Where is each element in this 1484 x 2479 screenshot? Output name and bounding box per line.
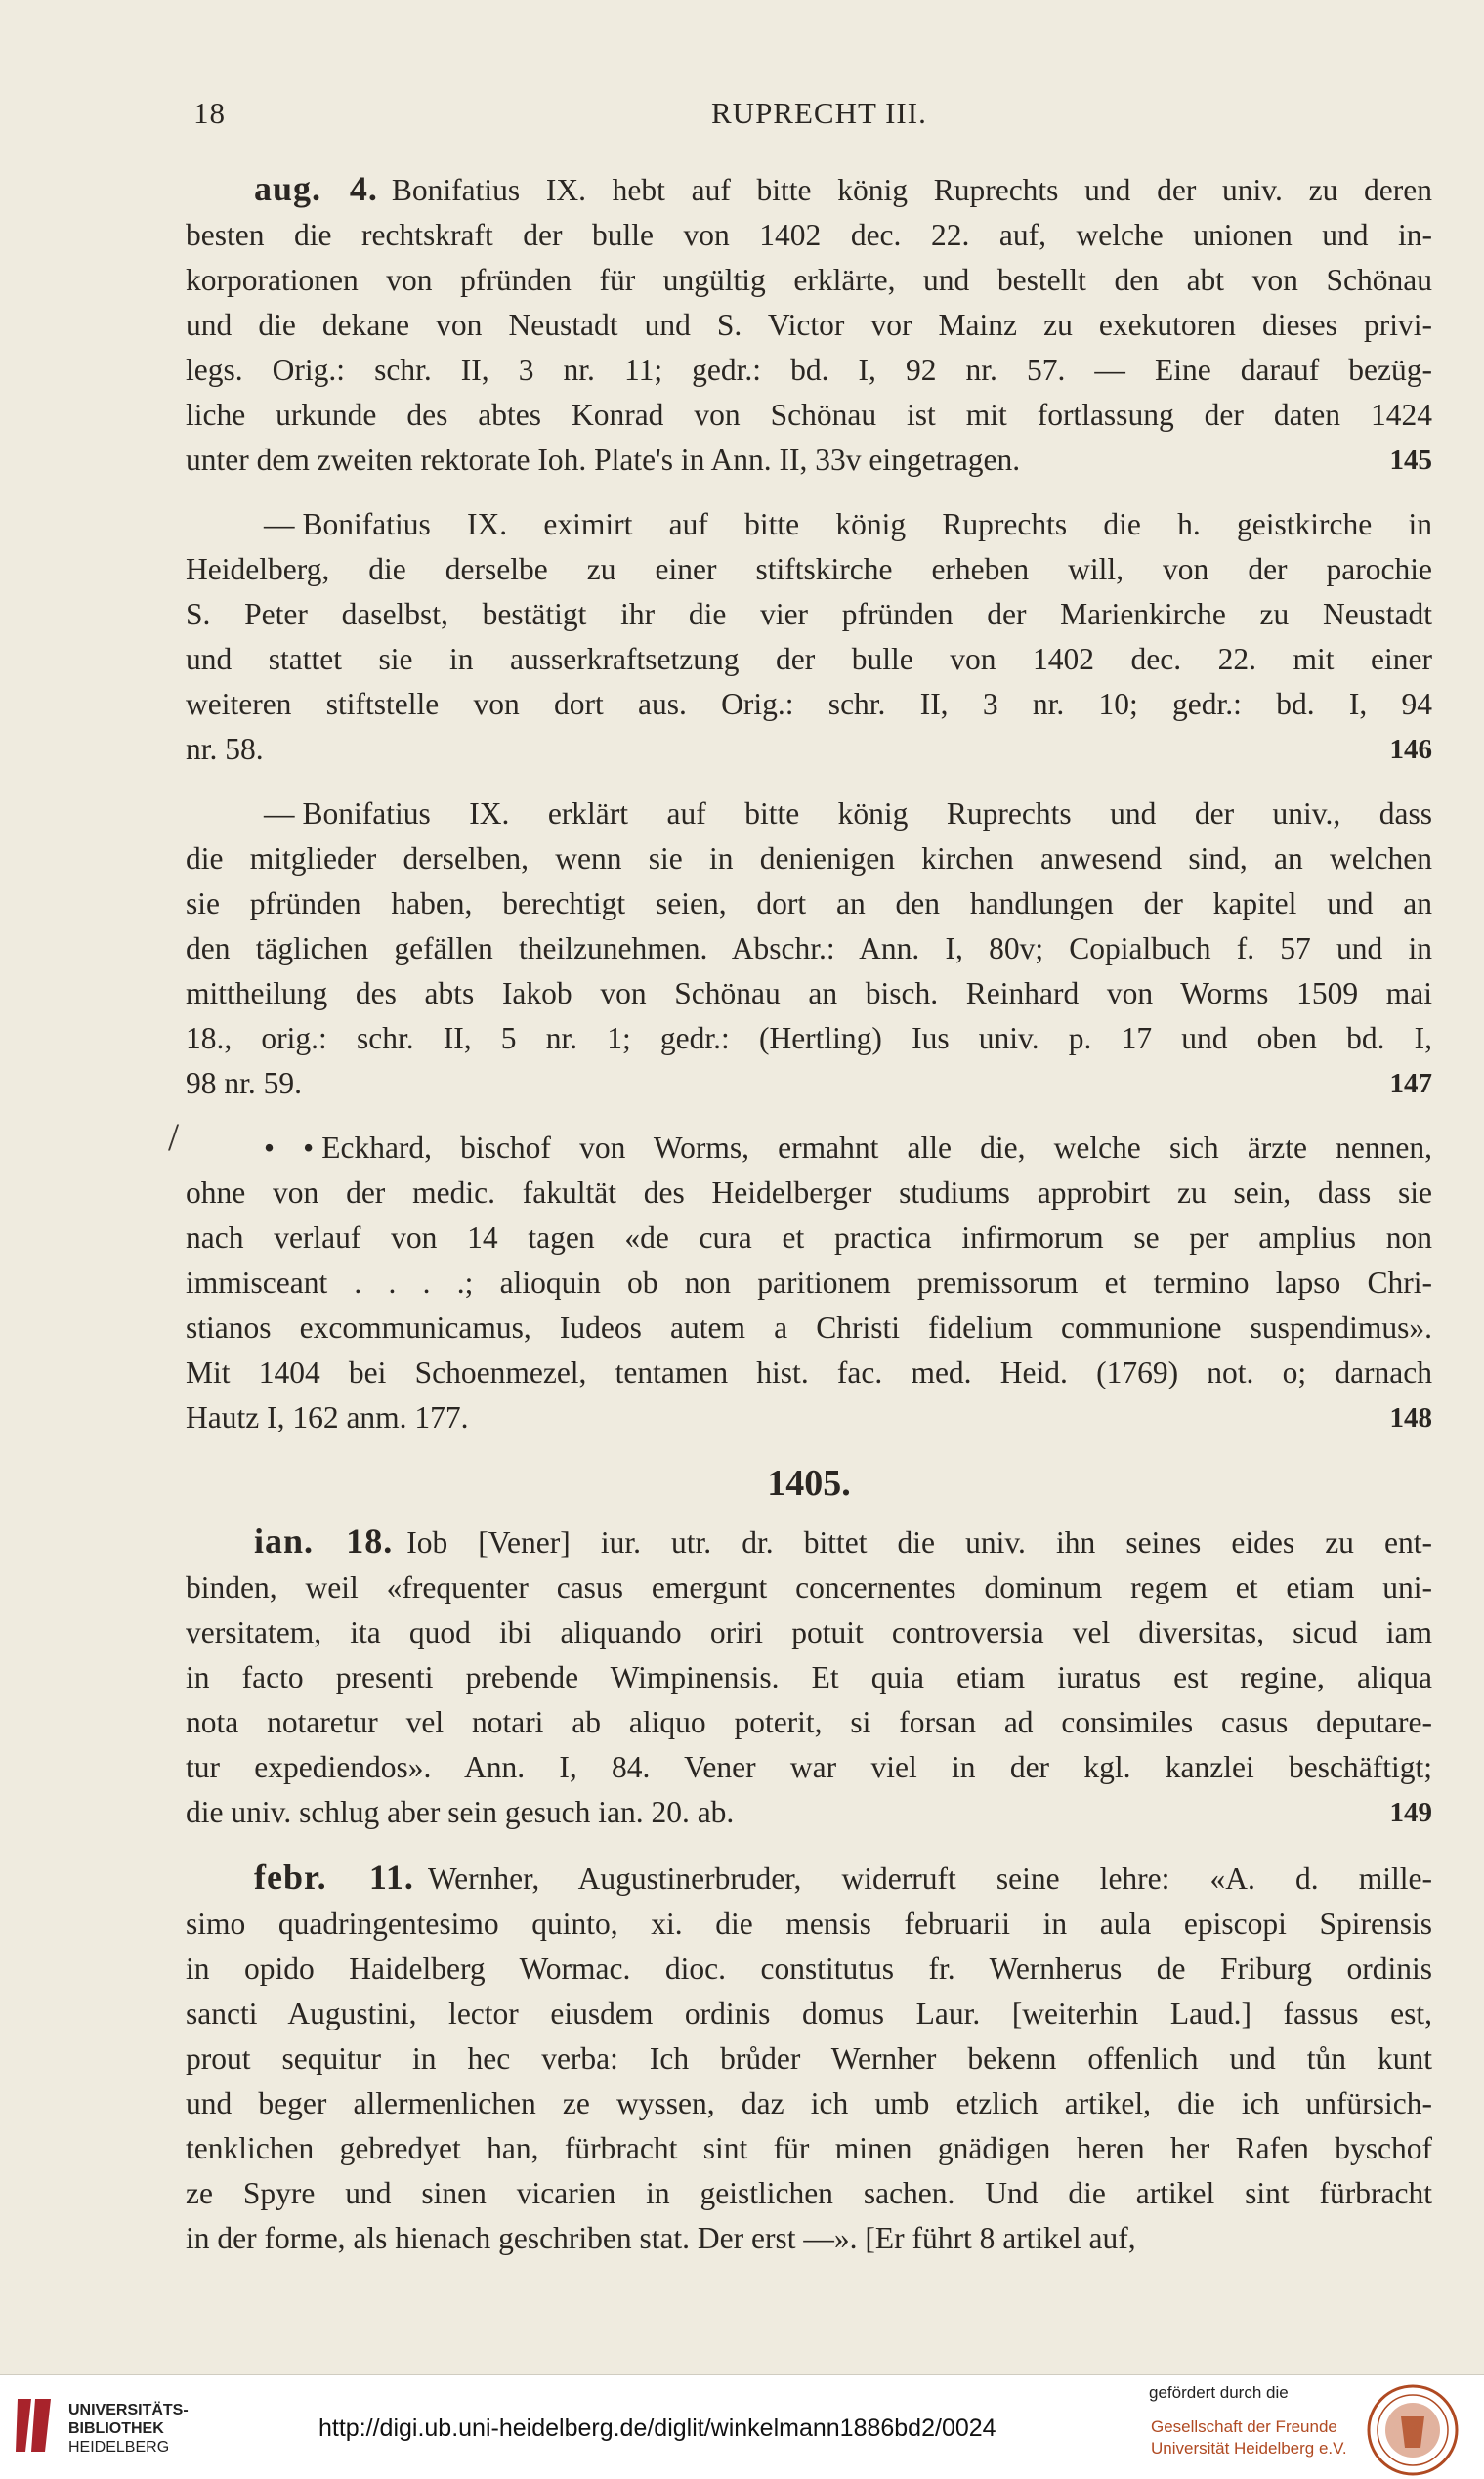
- line-text: unter dem zweiten rektorate Ioh. Plate's in Ann. II, 33v eingetragen.: [186, 443, 1021, 477]
- text-line: [186, 1655, 1432, 1700]
- line-text: Eckhard, bischof von Worms, ermahnt alle die, welche sich ärzte nennen,: [321, 1131, 1432, 1165]
- line-text: ze Spyre und sinen vicarien in geistlichen sachen. Und die artikel sint fürbracht: [186, 2176, 1432, 2210]
- text-line: [186, 348, 1432, 393]
- regest-entry: [186, 1518, 1432, 1835]
- text-line: [186, 682, 1432, 727]
- line-text: nr. 58.: [186, 732, 264, 766]
- library-name: [68, 2401, 189, 2457]
- text-line: [186, 791, 1432, 836]
- line-text: und beger allermenlichen ze wyssen, daz ich umb etzlich artikel, die ich unfürsich-: [186, 2086, 1432, 2120]
- entry-date: ian. 18.: [254, 1521, 394, 1560]
- text-line: [186, 1855, 1432, 1902]
- text-line: [186, 502, 1432, 547]
- line-text: Iob [Vener] iur. utr. dr. bittet die univ. ihn seines eides zu ent-: [406, 1525, 1432, 1560]
- regest-entry: [186, 1126, 1432, 1440]
- line-text: sancti Augustini, lector eiusdem ordinis domus Laur. [weiterhin Laud.] fassus est,: [186, 1996, 1432, 2030]
- text-line: [186, 1700, 1432, 1745]
- regest-number: 149: [1389, 1797, 1432, 1828]
- document-body: [186, 166, 1432, 2281]
- regest-number: 147: [1389, 1068, 1432, 1099]
- text-line: [186, 1016, 1432, 1061]
- line-text: S. Peter daselbst, bestätigt ihr die vier pfründen der Marienkirche zu Neustadt: [186, 597, 1432, 631]
- text-line: [186, 393, 1432, 438]
- entry-dash: • •: [264, 1131, 315, 1165]
- page-number: 18: [193, 96, 226, 130]
- line-text: simo quadringentesimo quinto, xi. die mensis februarii in aula episcopi Spirensis: [186, 1906, 1432, 1941]
- text-line: [186, 1946, 1432, 1991]
- society-name: [1151, 2416, 1347, 2459]
- line-text: 98 nr. 59.: [186, 1066, 303, 1100]
- text-line: [186, 971, 1432, 1016]
- entry-dash: —: [264, 507, 295, 541]
- text-line: [186, 2171, 1432, 2216]
- line-text: prout sequitur in hec verba: Ich brůder Wernher bekenn offenlich und tůn kunt: [186, 2041, 1432, 2075]
- running-title: RUPRECHT III.: [711, 96, 927, 130]
- line-text: den täglichen gefällen theilzunehmen. Abschr.: Ann. I, 80v; Copialbuch f. 57 und in: [186, 931, 1432, 965]
- entry-date: aug. 4.: [254, 169, 378, 208]
- line-text: immisceant . . . .; alioquin ob non paritionem premissorum et termino lapso Chri-: [186, 1265, 1432, 1300]
- line-text: sie pfründen haben, berechtigt seien, dort an den handlungen der kapitel und an: [186, 886, 1432, 920]
- line-text: mittheilung des abts Iakob von Schönau an bisch. Reinhard von Worms 1509 mai: [186, 976, 1432, 1010]
- text-line: [186, 1305, 1432, 1350]
- line-text: besten die rechtskraft der bulle von 1402 dec. 22. auf, welche unionen und in-: [186, 218, 1432, 252]
- line-text: Bonifatius IX. eximirt auf bitte könig Ruprechts die h. geistkirche in: [302, 507, 1432, 541]
- line-text: Heidelberg, die derselbe zu einer stiftskirche erheben will, von der parochie: [186, 552, 1432, 586]
- text-line: [186, 1126, 1432, 1171]
- line-text: und die dekane von Neustadt und S. Victor vor Mainz zu exekutoren dieses privi-: [186, 308, 1432, 342]
- text-line: [186, 2216, 1432, 2261]
- text-line: [186, 1261, 1432, 1305]
- footer-bar: [0, 2374, 1484, 2479]
- text-line: [186, 637, 1432, 682]
- university-seal-icon: [1366, 2383, 1460, 2477]
- text-line: [186, 1171, 1432, 1216]
- regest-entry: [186, 1855, 1432, 2261]
- text-line: [186, 881, 1432, 926]
- text-line: [186, 1610, 1432, 1655]
- society-line: Universität Heidelberg e.V.: [1151, 2439, 1347, 2458]
- page-header: [0, 88, 1484, 137]
- text-line: [186, 1518, 1432, 1565]
- entry-dash: —: [264, 796, 295, 831]
- line-text: in der forme, als hienach geschriben stat. Der erst —». [Er führt 8 artikel auf,: [186, 2221, 1136, 2255]
- line-text: die mitglieder derselben, wenn sie in denienigen kirchen anwesend sind, an welchen: [186, 841, 1432, 876]
- line-text: ohne von der medic. fakultät des Heidelberger studiums approbirt zu sein, dass sie: [186, 1175, 1432, 1210]
- text-line: [186, 836, 1432, 881]
- library-line: HEIDELBERG: [68, 2439, 170, 2456]
- line-text: tenklichen gebredyet han, fürbracht sint für minen gnädigen heren her Rafen byschof: [186, 2131, 1432, 2165]
- text-line: [186, 1902, 1432, 1946]
- line-text: korporationen von pfründen für ungültig erklärte, und bestellt den abt von Schönau: [186, 263, 1432, 297]
- line-text: nota notaretur vel notari ab aliquo poterit, si forsan ad consimiles casus deputare-: [186, 1705, 1432, 1739]
- entry-date: febr. 11.: [254, 1858, 414, 1897]
- line-text: Mit 1404 bei Schoenmezel, tentamen hist. fac. med. Heid. (1769) not. o; darnach: [186, 1355, 1432, 1389]
- text-line: [186, 1790, 1432, 1835]
- text-line: [186, 213, 1432, 258]
- line-text: die univ. schlug aber sein gesuch ian. 20. ab.: [186, 1795, 735, 1829]
- line-text: tur expediendos». Ann. I, 84. Vener war viel in der kgl. kanzlei beschäftigt;: [186, 1750, 1432, 1784]
- line-text: und stattet sie in ausserkraftsetzung der bulle von 1402 dec. 22. mit einer: [186, 642, 1432, 676]
- text-line: [186, 1216, 1432, 1261]
- text-line: [186, 1745, 1432, 1790]
- line-text: weiteren stiftstelle von dort aus. Orig.: schr. II, 3 nr. 10; gedr.: bd. I, 94: [186, 687, 1432, 721]
- line-text: binden, weil «frequenter casus emergunt concernentes dominum regem et etiam uni-: [186, 1570, 1432, 1604]
- text-line: [186, 1061, 1432, 1106]
- margin-mark: /: [168, 1115, 180, 1159]
- text-line: [186, 727, 1432, 772]
- society-line: Gesellschaft der Freunde: [1151, 2417, 1337, 2436]
- funded-by-label: gefördert durch die: [1149, 2383, 1289, 2402]
- entries-1405: [186, 1518, 1432, 2261]
- line-text: Bonifatius IX. hebt auf bitte könig Ruprechts und der univ. zu deren: [391, 173, 1432, 207]
- text-line: [186, 2036, 1432, 2081]
- permalink-url[interactable]: http://digi.ub.uni-heidelberg.de/diglit/winkelmann1886bd2/0024: [318, 2415, 996, 2442]
- text-line: [186, 166, 1432, 213]
- text-line: [186, 592, 1432, 637]
- regest-entry: [186, 791, 1432, 1106]
- line-text: in opido Haidelberg Wormac. dioc. constitutus fr. Wernherus de Friburg ordinis: [186, 1951, 1432, 1986]
- line-text: in facto presenti prebende Wimpinensis. Et quia etiam iuratus est regine, aliqua: [186, 1660, 1432, 1694]
- line-text: stianos excommunicamus, Iudeos autem a Christi fidelium communione suspendimus».: [186, 1310, 1432, 1345]
- regest-entry: [186, 502, 1432, 772]
- line-text: legs. Orig.: schr. II, 3 nr. 11; gedr.: bd. I, 92 nr. 57. — Eine darauf bezüg-: [186, 353, 1432, 387]
- line-text: Hautz I, 162 anm. 177.: [186, 1400, 469, 1434]
- text-line: [186, 258, 1432, 303]
- library-line: UNIVERSITÄTS-: [68, 2402, 189, 2418]
- line-text: nach verlauf von 14 tagen «de cura et practica infirmorum se per amplius non: [186, 1220, 1432, 1255]
- line-text: Wernher, Augustinerbruder, widerruft seine lehre: «A. d. mille-: [427, 1861, 1432, 1896]
- text-line: [186, 926, 1432, 971]
- line-text: 18., orig.: schr. II, 5 nr. 1; gedr.: (Hertling) Ius univ. p. 17 und oben bd. I,: [186, 1021, 1432, 1055]
- line-text: versitatem, ita quod ibi aliquando oriri potuit controversia vel diversitas, sicud iam: [186, 1615, 1432, 1649]
- library-line: BIBLIOTHEK: [68, 2420, 164, 2437]
- text-line: [186, 1565, 1432, 1610]
- text-line: [186, 1991, 1432, 2036]
- line-text: Bonifatius IX. erklärt auf bitte könig Ruprechts und der univ., dass: [302, 796, 1432, 831]
- regest-number: 148: [1389, 1402, 1432, 1433]
- text-line: [186, 438, 1432, 483]
- text-line: [186, 2081, 1432, 2126]
- text-line: [186, 2126, 1432, 2171]
- year-heading: 1405.: [767, 1463, 851, 1504]
- regest-entry: [186, 166, 1432, 483]
- entries-1404: [186, 166, 1432, 1440]
- regest-number: 146: [1389, 734, 1432, 765]
- text-line: [186, 1395, 1432, 1440]
- text-line: [186, 547, 1432, 592]
- text-line: [186, 1350, 1432, 1395]
- library-logo-icon: [12, 2391, 57, 2459]
- line-text: liche urkunde des abtes Konrad von Schönau ist mit fortlassung der daten 1424: [186, 398, 1432, 432]
- regest-number: 145: [1389, 445, 1432, 476]
- text-line: [186, 303, 1432, 348]
